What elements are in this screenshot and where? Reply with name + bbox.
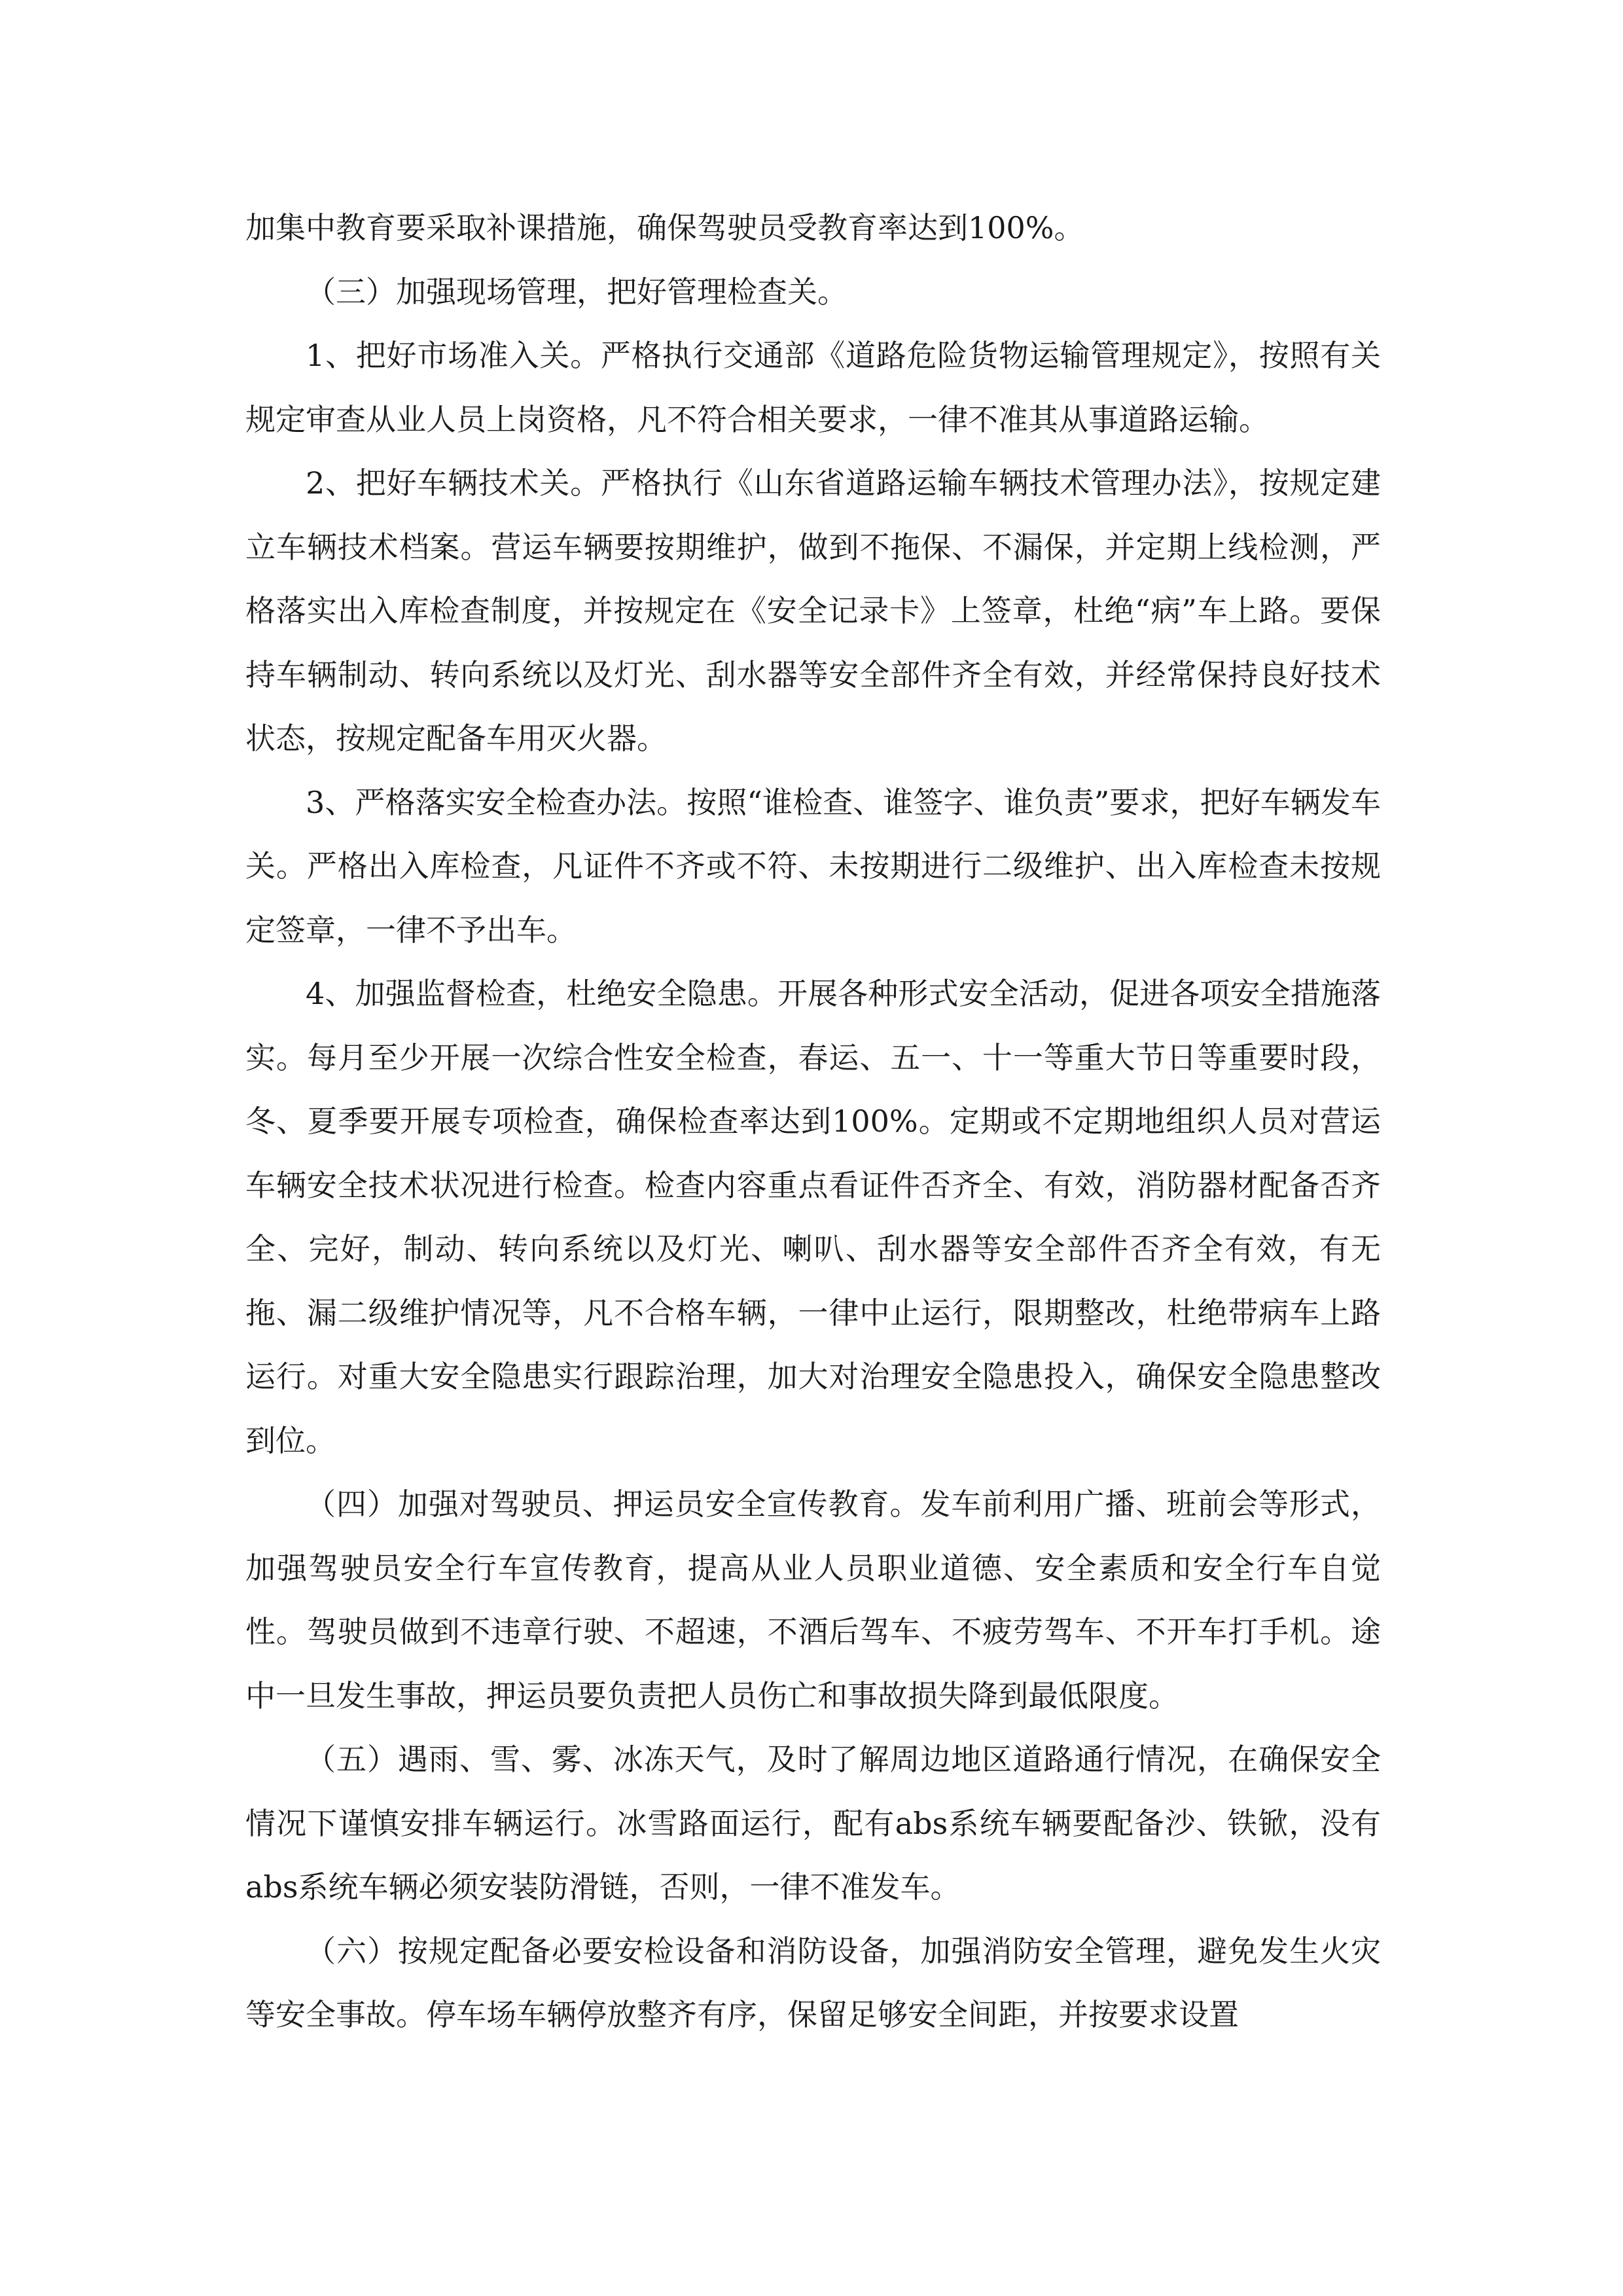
paragraph-2: （三）加强现场管理，把好管理检查关。 [306, 274, 847, 310]
paragraph-1: 加集中教育要采取补课措施，确保驾驶员受教育率达到100%。 [245, 210, 1084, 245]
paragraph-4: 2、把好车辆技术关。严格执行《山东省道路运输车辆技术管理办法》，按规定建立车辆技术档案。营运车辆要按期维护，做到不拖保、不漏保，并定期上线检测，严格落实出入库检查制度，并按规定在《安全记录卡》上签章，杜绝“病”车上路。要保持车辆制动、转向系统以及灯光、刮水器等安全部件齐全有效，并经常保持良好技术状态，按规定配备车用灭火器。 [245, 465, 1381, 756]
paragraph-9: （六）按规定配备必要安检设备和消防设备，加强消防安全管理，避免发生火灾等安全事故。停车场车辆停放整齐有序，保留足够安全间距，并按要求设置 [245, 1933, 1381, 2032]
paragraph-6: 4、加强监督检查，杜绝安全隐患。开展各种形式安全活动，促进各项安全措施落实。每月至少开展一次综合性安全检查，春运、五一、十一等重大节日等重要时段，冬、夏季要开展专项检查，确保检查率达到100%。定期或不定期地组织人员对营运车辆安全技术状况进行检查。检查内容重点看证件否齐全、有效，消防器材配备否齐全、完好，制动、转向系统以及灯光、喇叭、刮水器等安全部件否齐全有效，有无拖、漏二级维护情况等，凡不合格车辆，一律中止运行，限期整改，杜绝带病车上路运行。对重大安全隐患实行跟踪治理，加大对治理安全隐患投入，确保安全隐患整改到位。 [245, 976, 1381, 1458]
paragraph-3: 1、把好市场准入关。严格执行交通部《道路危险货物运输管理规定》，按照有关规定审查从业人员上岗资格，凡不符合相关要求，一律不准其从事道路运输。 [245, 338, 1381, 437]
document-body [245, 196, 1381, 2047]
paragraph-7: （四）加强对驾驶员、押运员安全宣传教育。发车前利用广播、班前会等形式，加强驾驶员安全行车宣传教育，提高从业人员职业道德、安全素质和安全行车自觉性。驾驶员做到不违章行驶、不超速，不酒后驾车、不疲劳驾车、不开车打手机。途中一旦发生事故，押运员要负责把人员伤亡和事故损失降到最低限度。 [245, 1486, 1381, 1713]
paragraph-5: 3、严格落实安全检查办法。按照“谁检查、谁签字、谁负责”要求，把好车辆发车关。严格出入库检查，凡证件不齐或不符、未按期进行二级维护、出入库检查未按规定签章，一律不予出车。 [245, 784, 1381, 948]
paragraph-8: （五）遇雨、雪、雾、冰冻天气，及时了解周边地区道路通行情况，在确保安全情况下谨慎安排车辆运行。冰雪路面运行，配有abs系统车辆要配备沙、铁锨，没有abs系统车辆必须安装防滑链，否则，一律不准发车。 [245, 1742, 1381, 1905]
